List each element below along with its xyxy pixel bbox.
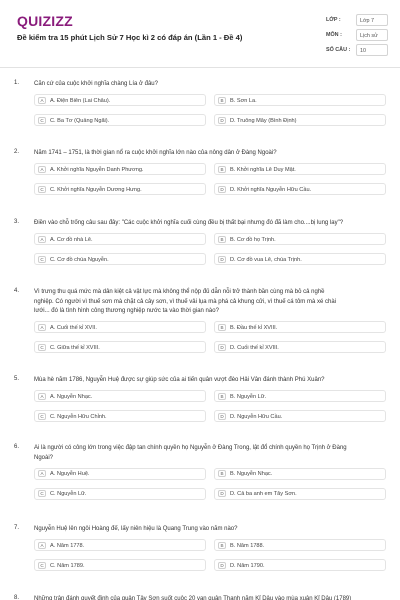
question-text-line: Ngoài? [34, 454, 54, 461]
question-number: 8. [14, 595, 20, 600]
answer-letter-badge: C [38, 413, 46, 420]
question-text-line: Năm 1741 – 1751, là thời gian nổ ra cuộc khởi nghĩa lớn nào của nông dân ở Đàng Ngoài? [34, 150, 277, 156]
answer-option-a[interactable] [34, 390, 206, 402]
question-text-line: nghiệp. Có người vì thuế sơn mà chặt cả cây sơn, vì thuế vải lụa mà phá cả khung cửi, vì thuế cá tôm mà xé chài [34, 298, 336, 305]
answer-text: B. Năm 1788. [230, 542, 265, 549]
answer-letter-badge: B [218, 166, 226, 173]
question-number: 7. [14, 525, 20, 531]
answer-option-c[interactable] [34, 253, 206, 265]
answer-option-d[interactable] [214, 183, 386, 195]
meta-value-box: 10 [356, 44, 388, 56]
question-number: 1. [14, 80, 20, 86]
answer-letter-badge: B [218, 393, 226, 400]
answer-letter-badge: A [38, 470, 46, 477]
answer-text: D. Cuối thế kỉ XVIII. [230, 344, 279, 351]
quizizz-logo: QUIZIZZ [17, 13, 73, 29]
question-text-line: Nguyễn Huệ lên ngôi Hoàng đế, lấy niên hiệu là Quang Trung vào năm nào? [34, 526, 238, 532]
question-text [34, 444, 390, 463]
answer-text: D. Khởi nghĩa Nguyễn Hữu Cầu. [230, 186, 312, 193]
answer-option-b[interactable] [214, 233, 386, 245]
answer-letter-badge: D [218, 256, 226, 263]
answer-text: D. Truông Mây (Bình Định) [230, 117, 297, 124]
answer-option-b[interactable] [214, 468, 386, 480]
answer-option-d[interactable] [214, 253, 386, 265]
answer-letter-badge: C [38, 256, 46, 263]
question-text [34, 525, 390, 535]
answer-text: C. Khởi nghĩa Nguyễn Dương Hưng. [50, 186, 142, 193]
answer-option-d[interactable] [214, 559, 386, 571]
answer-letter-badge: D [218, 186, 226, 193]
answer-option-b[interactable] [214, 94, 386, 106]
question-text [34, 80, 390, 90]
answer-option-c[interactable] [34, 114, 206, 126]
question-text-line: lưới... đó là tình hình công thương nghiệp nước ta vào thời gian nào? [34, 308, 219, 314]
answer-option-b[interactable] [214, 163, 386, 175]
question-text [34, 376, 390, 386]
document-title: Đề kiểm tra 15 phút Lịch Sử 7 Học kì 2 có đáp án (Lần 1 - Đề 4) [17, 33, 243, 42]
meta-value-box: Lớp 7 [356, 14, 388, 26]
meta-label: LỚP : [326, 17, 341, 23]
answer-text: D. Nguyễn Hữu Cầu. [230, 413, 283, 420]
meta-question-count [326, 44, 388, 56]
answer-letter-badge: D [218, 562, 226, 569]
question-text-line: Ai là người có công lớn trong việc đập tan chính quyền họ Nguyễn ở Đàng Trong, lật đổ chính quyền họ Trịnh ở Đàng [34, 445, 347, 451]
question-number: 5. [14, 376, 20, 382]
answer-option-b[interactable] [214, 390, 386, 402]
answer-letter-badge: B [218, 97, 226, 104]
answer-text: A. Khởi nghĩa Nguyễn Danh Phương. [50, 166, 144, 173]
answer-option-d[interactable] [214, 114, 386, 126]
answer-letter-badge: D [218, 117, 226, 124]
answer-option-a[interactable] [34, 163, 206, 175]
answer-text: B. Khởi nghĩa Lê Duy Mật. [230, 166, 296, 173]
question-text-line: Những trận đánh quyết định của quân Tây Sơn suốt cuộc 20 vạn quân Thanh năm Kỉ Dậu vào mùa xuân Kỉ Dậu (1789) [34, 596, 352, 600]
answer-text: C. Nguyễn Lữ. [50, 491, 87, 497]
answer-text: A. Cơ đồ nhà Lê. [50, 236, 93, 243]
answer-letter-badge: A [38, 97, 46, 104]
meta-value-box: Lịch sử [356, 29, 388, 41]
answer-option-a[interactable] [34, 321, 206, 333]
answer-text: C. Năm 1789. [50, 562, 85, 569]
answer-text: D. Cả ba anh em Tây Sơn. [230, 491, 297, 497]
answer-text: B. Nguyễn Nhạc. [230, 471, 273, 477]
answer-letter-badge: B [218, 470, 226, 477]
answer-letter-badge: C [38, 117, 46, 124]
answer-option-a[interactable] [34, 94, 206, 106]
answer-letter-badge: D [218, 413, 226, 420]
answer-letter-badge: C [38, 490, 46, 497]
question-text [34, 595, 390, 600]
meta-label: SỐ CÂU : [326, 47, 351, 53]
answer-text: A. Cuối thế kỉ XVII. [50, 324, 97, 331]
question-text-line: Vì trưng thu quá mức mà dân kiệt cả vật lực mà không thể nộp đủ dẫn nỗi trở thành bần cùng mà bỏ cả nghề [34, 289, 325, 295]
answer-letter-badge: D [218, 490, 226, 497]
question-text-line: Điền vào chỗ trống câu sau đây: "Các cuộc khởi nghĩa cuối cùng đều bị thất bại nhưng đó đã làm cho....bị lung lay"? [34, 220, 344, 226]
answer-letter-badge: D [218, 344, 226, 351]
answer-text: C. Giữa thế kỉ XVIII. [50, 344, 100, 351]
answer-text: D. Năm 1790. [230, 562, 265, 569]
answer-text: C. Nguyễn Hữu Chỉnh. [50, 413, 107, 420]
answer-text: D. Cơ đồ vua Lê, chúa Trịnh. [230, 256, 302, 263]
meta-class [326, 14, 388, 26]
question-number: 6. [14, 444, 20, 450]
answer-text: A. Nguyễn Huệ. [50, 471, 90, 477]
answer-option-a[interactable] [34, 539, 206, 551]
answer-letter-badge: B [218, 236, 226, 243]
answer-letter-badge: C [38, 186, 46, 193]
answer-text: C. Cơ đồ chúa Nguyễn. [50, 256, 109, 263]
question-text [34, 149, 390, 159]
answer-option-a[interactable] [34, 233, 206, 245]
answer-text: B. Nguyễn Lữ. [230, 393, 267, 400]
question-number: 3. [14, 219, 20, 225]
question-text-line: Căn cứ của cuộc khởi nghĩa chàng Lía ở đâu? [34, 81, 158, 87]
answer-letter-badge: A [38, 166, 46, 173]
question-number: 2. [14, 149, 20, 155]
question-text [34, 288, 390, 317]
answer-letter-badge: B [218, 324, 226, 331]
answer-option-c[interactable] [34, 559, 206, 571]
question-number: 4. [14, 288, 20, 294]
meta-label: MÔN : [326, 32, 342, 38]
question-text-line: Mùa hè năm 1786, Nguyễn Huệ được sự giúp sức của ai tiến quân vượt đèo Hải Vân đánh thành Phú Xuân? [34, 377, 325, 383]
answer-text: B. Đầu thế kỉ XVIII. [230, 324, 278, 331]
answer-option-d[interactable] [214, 410, 386, 422]
answer-letter-badge: C [38, 562, 46, 569]
answer-option-c[interactable] [34, 341, 206, 353]
answer-option-b[interactable] [214, 539, 386, 551]
answer-text: B. Cơ đồ họ Trịnh. [230, 236, 276, 243]
answer-option-b[interactable] [214, 321, 386, 333]
answer-letter-badge: A [38, 324, 46, 331]
answer-text: B. Sơn La. [230, 97, 257, 104]
answer-text: C. Ba Tơ (Quảng Ngãi). [50, 117, 110, 124]
answer-option-a[interactable] [34, 468, 206, 480]
answer-letter-badge: A [38, 542, 46, 549]
answer-option-d[interactable] [214, 341, 386, 353]
answer-option-d[interactable] [214, 488, 386, 500]
answer-letter-badge: C [38, 344, 46, 351]
answer-option-c[interactable] [34, 183, 206, 195]
answer-text: A. Năm 1778. [50, 542, 85, 549]
answer-option-c[interactable] [34, 488, 206, 500]
meta-subject [326, 29, 388, 41]
answer-text: A. Nguyễn Nhạc. [50, 393, 93, 400]
answer-letter-badge: B [218, 542, 226, 549]
answer-text: A. Điện Biên (Lai Châu). [50, 97, 111, 104]
answer-letter-badge: A [38, 236, 46, 243]
question-text [34, 219, 390, 229]
answer-option-c[interactable] [34, 410, 206, 422]
page-header [0, 0, 400, 68]
answer-letter-badge: A [38, 393, 46, 400]
